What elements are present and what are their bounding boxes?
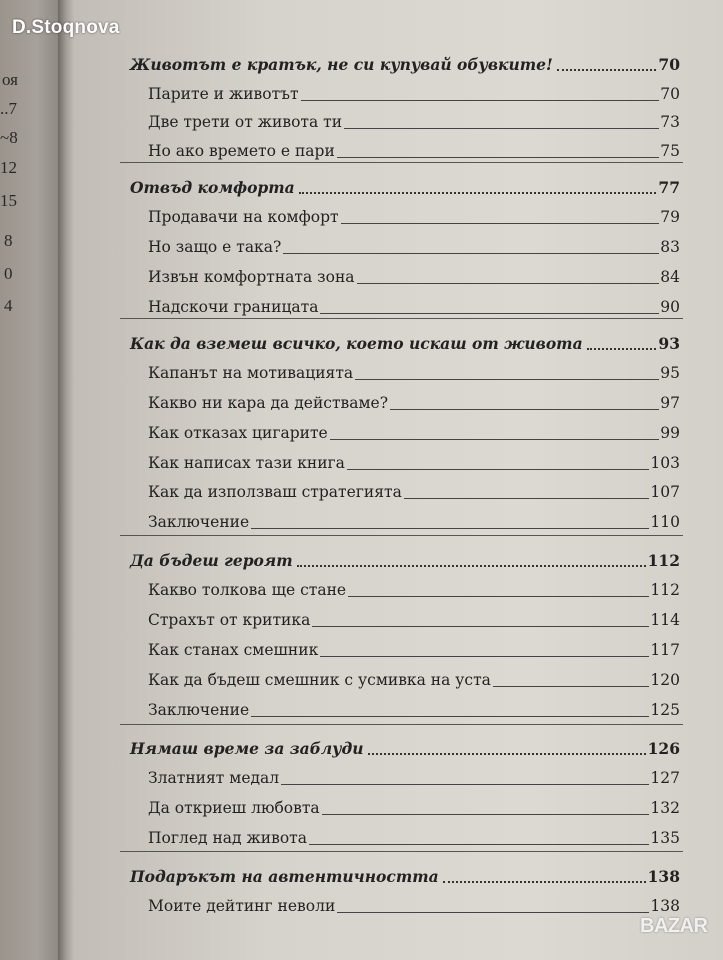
toc-entry-title: Да бъдеш героят — [130, 551, 293, 570]
toc-entry-title: Какво толкова ще стане — [148, 581, 347, 599]
toc-section-entry — [148, 387, 680, 413]
toc-page-number: 126 — [647, 739, 680, 758]
toc-leader — [341, 223, 660, 224]
bazar-logo: BAZAR — [640, 915, 708, 937]
toc-section-entry — [148, 694, 680, 720]
toc-entry-title: Подаръкът на автентичността — [130, 867, 439, 886]
chapter-divider — [120, 535, 683, 536]
toc-leader — [322, 814, 650, 815]
toc-leader — [355, 379, 659, 380]
toc-leader — [312, 626, 649, 627]
toc-leader — [493, 686, 650, 687]
toc-chapter-entry — [130, 545, 680, 571]
toc-section-entry — [148, 201, 680, 227]
toc-page-number: 77 — [658, 178, 680, 197]
toc-section-entry — [148, 291, 680, 317]
toc-page-number: 70 — [658, 55, 680, 74]
watermark: D.Stoqnova — [12, 17, 120, 38]
toc-section-entry — [148, 506, 680, 532]
toc-page-number: 112 — [647, 551, 680, 570]
toc-page-number: 120 — [650, 671, 680, 689]
left-page-fragment: 8 — [4, 231, 13, 250]
left-page-fragment: 15 — [0, 191, 17, 210]
toc-leader — [309, 844, 649, 845]
toc-entry-title: Но ако времето е пари — [148, 142, 335, 160]
toc-entry-title: Да откриеш любовта — [148, 799, 320, 817]
toc-section-entry — [148, 78, 680, 104]
toc-page-number: 112 — [650, 581, 680, 599]
toc-page-number: 127 — [650, 769, 680, 787]
toc-section-entry — [148, 634, 680, 660]
toc-entry-title: Златният медал — [148, 769, 280, 787]
toc-entry-title: Две трети от живота ти — [148, 113, 343, 131]
toc-section-entry — [148, 447, 680, 473]
toc-page-number: 84 — [660, 268, 680, 286]
toc-entry-title: Но защо е така? — [148, 238, 282, 256]
toc-page-number: 95 — [660, 364, 680, 382]
toc-leader — [344, 128, 659, 129]
toc-entry-title: Нямаш време за заблуди — [130, 739, 364, 758]
toc-leader — [337, 912, 649, 913]
toc-section-entry — [148, 417, 680, 443]
toc-section-entry — [148, 822, 680, 848]
toc-entry-title: Животът е кратък, не си купувай обувките! — [130, 55, 553, 74]
toc-leader — [390, 409, 659, 410]
toc-entry-title: Парите и животът — [148, 85, 299, 103]
toc-leader — [347, 469, 649, 470]
toc-entry-title: Моите дейтинг неволи — [148, 897, 336, 915]
toc-section-entry — [148, 231, 680, 257]
toc-entry-title: Как да вземеш всичко, което искаш от живота — [130, 334, 583, 353]
toc-leader — [587, 348, 657, 350]
toc-section-entry — [148, 664, 680, 690]
toc-leader — [330, 439, 660, 440]
toc-page-number: 93 — [658, 334, 680, 353]
toc-chapter-entry — [130, 861, 680, 887]
toc-leader — [404, 498, 650, 499]
toc-leader — [368, 753, 646, 755]
toc-section-entry — [148, 135, 680, 161]
chapter-divider — [120, 724, 683, 725]
toc-leader — [320, 656, 649, 657]
toc-entry-title: Заключение — [148, 701, 250, 719]
left-page-fragment: 12 — [0, 158, 17, 177]
toc-chapter-entry — [130, 172, 680, 198]
toc-page-number: 138 — [650, 897, 680, 915]
toc-leader — [281, 784, 649, 785]
toc-leader — [337, 157, 659, 158]
toc-entry-title: Какво ни кара да действаме? — [148, 394, 389, 412]
toc-page-number: 132 — [650, 799, 680, 817]
chapter-divider — [120, 162, 683, 163]
toc-section-entry — [148, 261, 680, 287]
toc-page-number: 135 — [650, 829, 680, 847]
toc-section-entry — [148, 762, 680, 788]
toc-page-number: 125 — [650, 701, 680, 719]
toc-entry-title: Извън комфортната зона — [148, 268, 355, 286]
toc-page-number: 117 — [650, 641, 680, 659]
toc-entry-title: Как написах тази книга — [148, 454, 345, 472]
toc-page-number: 99 — [660, 424, 680, 442]
toc-chapter-entry — [130, 328, 680, 354]
toc-entry-title: Заключение — [148, 513, 250, 531]
toc-entry-title: Как да използваш стратегията — [148, 483, 402, 501]
toc-leader — [301, 100, 660, 101]
toc-leader — [443, 881, 646, 883]
toc-leader — [299, 192, 657, 194]
toc-page-number: 107 — [650, 483, 680, 501]
toc-chapter-entry — [130, 733, 680, 759]
toc-entry-title: Отвъд комфорта — [130, 178, 295, 197]
toc-section-entry — [148, 476, 680, 502]
toc-entry-title: Как отказах цигарите — [148, 424, 328, 442]
toc-page-number: 110 — [650, 513, 680, 531]
toc-entry-title: Как да бъдеш смешник с усмивка на уста — [148, 671, 491, 689]
toc-page-number: 103 — [650, 454, 680, 472]
toc-page-number: 83 — [660, 238, 680, 256]
left-page-fragment: ~8 — [0, 128, 18, 147]
toc-leader — [357, 283, 660, 284]
left-page-fragment: 4 — [4, 296, 13, 315]
toc-entry-title: Надскочи границата — [148, 298, 319, 316]
toc-page-number: 138 — [647, 867, 680, 886]
toc-entry-title: Поглед над живота — [148, 829, 307, 847]
toc-page-number: 114 — [650, 611, 680, 629]
toc-page-number: 75 — [660, 142, 680, 160]
toc-leader — [297, 565, 646, 567]
toc-entry-title: Капанът на мотивацията — [148, 364, 354, 382]
toc-leader — [557, 69, 657, 71]
toc-section-entry — [148, 357, 680, 383]
toc-leader — [348, 596, 649, 597]
toc-entry-title: Страхът от критика — [148, 611, 311, 629]
toc-leader — [251, 716, 649, 717]
left-page-edge — [0, 0, 62, 960]
toc-section-entry — [148, 106, 680, 132]
left-page-fragment: ..7 — [0, 99, 17, 118]
toc-page-number: 90 — [660, 298, 680, 316]
toc-page-number: 70 — [660, 85, 680, 103]
toc-page-number: 79 — [660, 208, 680, 226]
toc-section-entry — [148, 890, 680, 916]
toc-leader — [320, 313, 659, 314]
toc-leader — [283, 253, 659, 254]
left-page-fragment: 0 — [4, 264, 13, 283]
chapter-divider — [120, 851, 683, 852]
toc-section-entry — [148, 604, 680, 630]
toc-entry-title: Продавачи на комфорт — [148, 208, 339, 226]
toc-entry-title: Как станах смешник — [148, 641, 319, 659]
toc-chapter-entry — [130, 49, 680, 75]
toc-leader — [251, 528, 649, 529]
left-page-fragment: оя — [2, 70, 18, 89]
toc-page-number: 73 — [660, 113, 680, 131]
toc-section-entry — [148, 574, 680, 600]
toc-section-entry — [148, 792, 680, 818]
toc-page-number: 97 — [660, 394, 680, 412]
chapter-divider — [120, 318, 683, 319]
